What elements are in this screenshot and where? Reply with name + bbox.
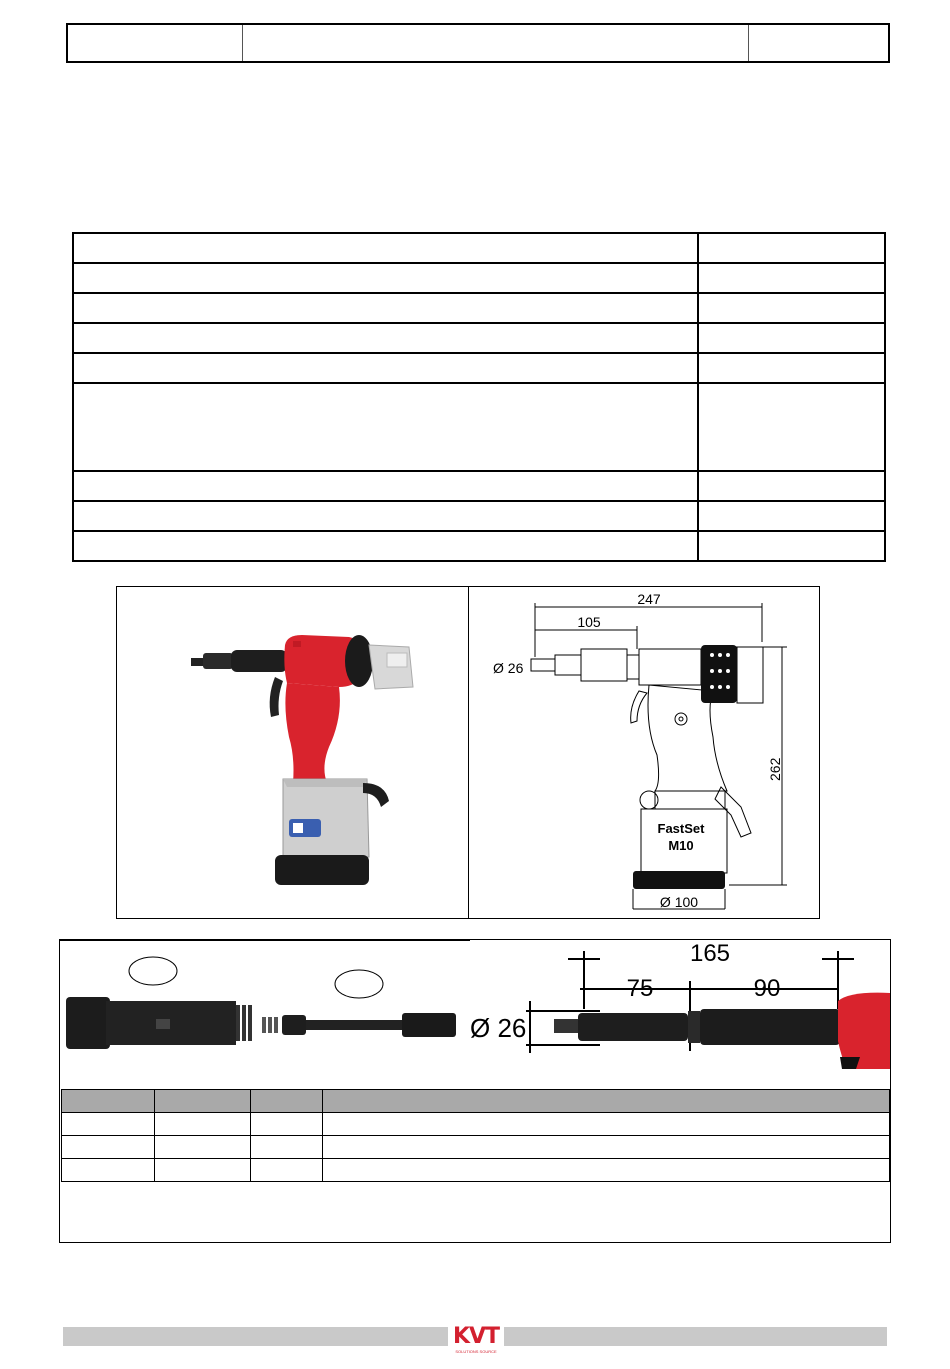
spec-label	[73, 531, 698, 561]
part-callout-1	[129, 957, 177, 985]
tool-photo-panel	[116, 586, 469, 919]
header-cell-1	[68, 25, 243, 61]
tool-base	[275, 855, 369, 885]
tool-collar	[345, 635, 373, 687]
spec-row	[73, 263, 885, 293]
model-label-line2: M10	[668, 838, 694, 853]
tool-trigger	[270, 677, 283, 717]
accessory-header-cell	[251, 1090, 323, 1113]
spec-label	[73, 353, 698, 383]
tool-cylinder	[283, 779, 369, 857]
dim-262-label: 262	[767, 757, 783, 781]
accessory-illustration	[60, 941, 890, 1089]
spec-value	[698, 323, 885, 353]
dimension-drawing	[469, 587, 819, 918]
dim-26-front-label: Ø 26	[470, 1013, 527, 1043]
dim-26-label: Ø 26	[493, 660, 524, 676]
drawing-base	[633, 871, 725, 889]
spec-value	[698, 383, 885, 471]
model-label-line1: FastSet	[657, 821, 705, 836]
dimension-drawing-panel	[468, 586, 820, 919]
spec-value	[698, 233, 885, 263]
dim-165-label: 165	[689, 941, 731, 967]
spec-label	[73, 323, 698, 353]
spec-row	[73, 293, 885, 323]
spec-value	[698, 263, 885, 293]
spec-row	[73, 323, 885, 353]
front-barrel	[578, 1013, 688, 1041]
spec-row	[73, 531, 885, 561]
tool-nozzle	[191, 658, 205, 666]
dim-100-label: Ø 100	[659, 894, 699, 910]
dim-247-label: 247	[637, 591, 661, 607]
spec-value	[698, 531, 885, 561]
spec-row	[73, 233, 885, 263]
front-nozzle	[554, 1019, 580, 1033]
spec-value	[698, 353, 885, 383]
spec-row	[73, 501, 885, 531]
spec-label	[73, 293, 698, 323]
spec-label	[73, 383, 698, 471]
accessory-table	[61, 1089, 890, 1182]
spec-row	[73, 383, 885, 471]
dim-75-label: 75	[626, 975, 654, 1002]
header-cell-2	[243, 25, 749, 61]
tool-photo	[117, 587, 468, 918]
tool-barrel	[231, 650, 287, 672]
dim-90-label: 90	[753, 975, 781, 1002]
spec-label	[73, 471, 698, 501]
spec-value	[698, 293, 885, 323]
tool-nose-piece	[203, 653, 233, 669]
logo-text: KVT	[452, 1324, 500, 1349]
accessory-header-cell	[323, 1090, 890, 1113]
part-callout-2	[335, 970, 383, 998]
accessory-table-row	[62, 1113, 890, 1136]
accessory-header-cell	[62, 1090, 155, 1113]
spec-value	[698, 471, 885, 501]
spec-label	[73, 233, 698, 263]
company-logo	[448, 1325, 504, 1361]
spec-row	[73, 353, 885, 383]
header-box	[66, 23, 890, 63]
logo-tagline: SOLUTIONS SOURCE	[455, 1349, 497, 1354]
mandrel-part	[282, 1015, 306, 1035]
spec-row	[73, 471, 885, 501]
spec-label	[73, 263, 698, 293]
spec-label	[73, 501, 698, 531]
accessory-table-row	[62, 1136, 890, 1159]
accessory-table-row	[62, 1159, 890, 1182]
accessory-header-cell	[155, 1090, 251, 1113]
accessory-table-header	[62, 1090, 890, 1113]
nose-housing-part	[66, 997, 110, 1049]
tool-grip	[285, 683, 339, 783]
spec-value	[698, 501, 885, 531]
dim-105-label: 105	[577, 614, 601, 630]
spec-table	[72, 232, 886, 562]
